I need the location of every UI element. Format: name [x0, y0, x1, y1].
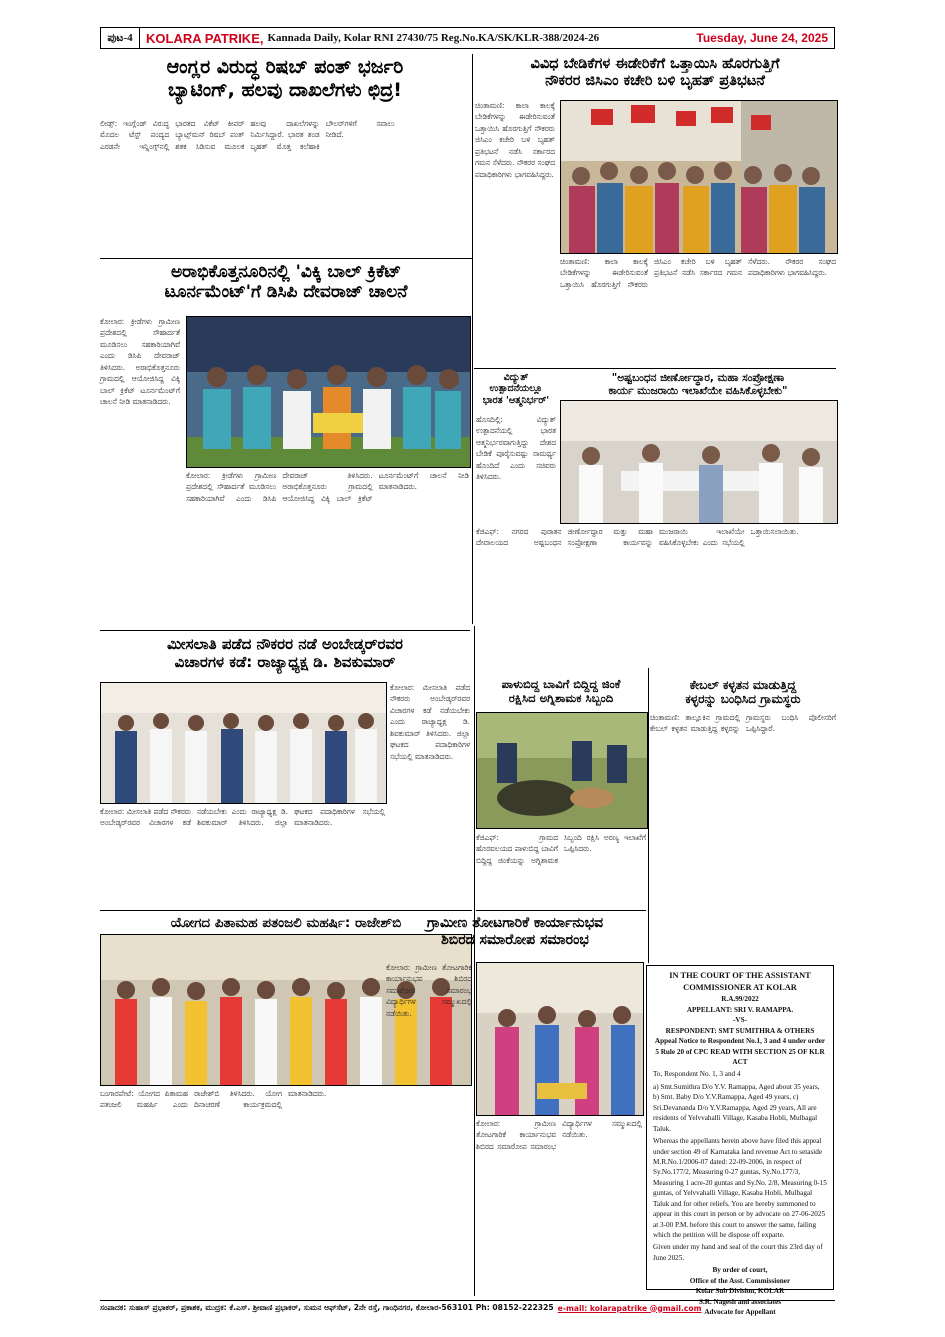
registration-info: Kannada Daily, Kolar RNI 27430/75 Reg.No.KA/SK/KLR-388/2024-26	[267, 32, 600, 44]
page-header	[100, 27, 835, 49]
article-headline-cable: ಕೇಬಲ್ ಕಳ್ಳತನ ಮಾಡುತ್ತಿದ್ದ ಕಳ್ಳರನ್ನು ಬಂಧಿಸಿದ ಗ್ರಾಮಸ್ಥರು	[685, 678, 801, 707]
article-headline-power: ವಿದ್ಯುತ್ ಉತ್ಪಾದನೆಯಲ್ಲೂ ಭಾರತ 'ಆತ್ಮನಿರ್ಭರ್'	[482, 372, 550, 406]
section-divider	[100, 910, 472, 911]
article-body-deer: ಕೆಜಿಎಫ್: ಗ್ರಾಮದ ಹೊರವಲಯದ ಪಾಳುಬಿದ್ದ ಬಾವಿಗೆ ಬಿದ್ದಿದ್ದ ಜಿಂಕೆಯನ್ನು ಅಗ್ನಿಶಾಮಕ ಸಿಬ್ಬಂದಿ ರಕ್ಷಿಸಿ ಅರಣ್ಯ ಇಲಾಖೆಗೆ ಒಪ್ಪಿಸಿದರು.	[476, 833, 646, 865]
deer-rescue-photo	[476, 712, 648, 829]
issue-date: Tuesday, June 24, 2025	[696, 31, 828, 45]
cricket-photo	[186, 316, 471, 468]
article-body-cricket: ಕೋಲಾರ: ಕ್ರೀಡೆಗಳು ಗ್ರಾಮೀಣ ಪ್ರದೇಶದಲ್ಲಿ ಸೌಹಾರ್ದತೆ ಮೂಡಿಸಲು ಸಹಕಾರಿಯಾಗಿವೆ ಎಂದು ಡಿಸಿಪಿ ದೇವರಾಜ್ ತಿಳಿಸಿದರು. ಅರಾಭಿಕೊತ್ತನೂರು ಗ್ರಾಮದಲ್ಲಿ ಆಯೋಜಿಸಿದ್ದ ವಿಕ್ಕಿ ಬಾಲ್ ಕ್ರಿಕೆಟ್ ಟೂರ್ನಮೆಂಟ್‌ಗೆ ಚಾಲನೆ ನೀಡಿ ಮಾತನಾಡಿದರು.	[100, 317, 180, 407]
section-divider	[474, 368, 836, 369]
article-headline-reservation: ಮೀಸಲಾತಿ ಪಡೆದ ನೌಕರರ ನಡೆ ಅಂಬೇಡ್ಕರ್‌ರವರ ವಿಚಾರಗಳ ಕಡೆ: ರಾಜ್ಯಾಧ್ಯಕ್ಷ ಡಿ. ಶಿವಕುಮಾರ್	[167, 635, 403, 671]
article-body-horticulture: ಕೋಲಾರ: ಗ್ರಾಮೀಣ ತೋಟಗಾರಿಕೆ ಕಾರ್ಯಾನುಭವ ಶಿಬಿರದ ಸಮಾರೋಪ ಸಮಾರಂಭ ವಿದ್ಯಾರ್ಥಿಗಳ ಸಮ್ಮುಖದಲ್ಲಿ ನಡೆಯಿತು.	[476, 1119, 642, 1151]
section-divider	[476, 910, 646, 911]
court-notice: IN THE COURT OF THE ASSISTANT COMMISSIONER AT KOLAR R.A.99/2022 APPELLANT: SRI V. RAMAPPA. -VS- RESPONDENT: SMT SUMITHRA & OTHERS Appeal Notice to Respondent No.1, 3 and 4 under order 5 Rule 20 of CPC READ WITH SECTION 25 OF KLR ACT To, Respondent No. 1, 3 and 4 a) Smt.Sumithra D/o Y.V. Ramappa, Aged about 35 years, b) Smt. Baby D/o Y.V.Ramappa, Aged 49 years, c) Sri.Devananda D/o Y.V.Ramappa, Aged 29 years, All are residents of Yelvvahalli Village, Kasaba Hobli, Mulbagal Taluk. Whereas the appellants herein above have filed this appeal under section 49 of Karnataka land revenue Act to setaside M.R.No.1/2006-07 dated: 22-09-2006, in respect of Sy.No.177/2, Measuring 0-27 guntas, Sy.No.177/3, Measuring 1 acre-20 guntas and Sy.No. 2/8, Measuring 0-15 guntas, of Yelvvahalli Village, Kasaba Hobli, Mulbagal Taluk and for other reliefs. You are hereby summoned to appear in this court in person or by advocate on 27-06-2025 at 3-00 P.M. before this court to answer the same, failing which the petition will be dispose off exparte. Given under my hand and seal of the court this 23rd day of June 2025. By order of court, Office of the Asst. Commissioner Kolar Sub Division, KOLAR S.R. Nagesh and associates Advocate for Appellant	[646, 965, 834, 1290]
meeting-photo	[560, 400, 838, 524]
section-divider	[100, 630, 470, 631]
section-divider	[100, 258, 472, 259]
article-body-power: ಹೊಸದಿಲ್ಲಿ: ವಿದ್ಯುತ್ ಉತ್ಪಾದನೆಯಲ್ಲಿ ಭಾರತ ಆತ್ಮನಿರ್ಭರವಾಗುತ್ತಿದ್ದು ದೇಶದ ಬೇಡಿಕೆ ಪೂರೈಸುವಷ್ಟು ಸಾಮರ್ಥ್ಯ ಹೊಂದಿದೆ ಎಂದು ಸಚಿವರು ತಿಳಿಸಿದರು.	[476, 415, 556, 482]
article-headline-pant: ಆಂಗ್ಲರ ವಿರುದ್ಧ ರಿಷಬ್ ಪಂತ್ ಭರ್ಜರಿ ಬ್ಯಾಟಿಂಗ್, ಹಲವು ದಾಖಲೆಗಳು ಛಿದ್ರ!	[166, 56, 404, 101]
imprint-line: ಸಂಪಾದಕ: ಸುಹಾಸ್ ಪ್ರಭಾಕರ್, ಪ್ರಕಾಶಕ, ಮುದ್ರಕ: ಕೆ.ಎಸ್. ಶ್ರೀವಾಣಿ ಪ್ರಭಾಕರ್, ಸುಮನ ಆಫ್‌ಸೆಟ್, 2ನೇ ರಸ್ತೆ, ಗಾಂಧಿನಗರ, ಕೋಲಾರ-563101 Ph: 08152-222325	[100, 1303, 554, 1312]
reservation-meeting-photo	[100, 682, 387, 804]
article-body-yoga: ಬಂಗಾರಪೇಟೆ: ಯೋಗದ ಪಿತಾಮಹ ಪತಂಜಲಿ ಮಹರ್ಷಿ ಎಂದು ರಾಜೇಶ್‌ಬಿ ತಿಳಿಸಿದರು. ಯೋಗ ದಿನಾಚರಣೆ ಕಾರ್ಯಕ್ರಮದಲ್ಲಿ ಮಾತನಾಡಿದರು.	[100, 1089, 327, 1110]
article-body-cricket-cont: ಕೋಲಾರ: ಕ್ರೀಡೆಗಳು ಗ್ರಾಮೀಣ ಪ್ರದೇಶದಲ್ಲಿ ಸೌಹಾರ್ದತೆ ಮೂಡಿಸಲು ಸಹಕಾರಿಯಾಗಿವೆ ಎಂದು ಡಿಸಿಪಿ ದೇವರಾಜ್ ತಿಳಿಸಿದರು. ಅರಾಭಿಕೊತ್ತನೂರು ಗ್ರಾಮದಲ್ಲಿ ಆಯೋಜಿಸಿದ್ದ ವಿಕ್ಕಿ ಬಾಲ್ ಕ್ರಿಕೆಟ್ ಟೂರ್ನಮೆಂಟ್‌ಗೆ ಚಾಲನೆ ನೀಡಿ ಮಾತನಾಡಿದರು.	[186, 471, 469, 503]
column-divider	[472, 54, 473, 624]
masthead: KOLARA PATRIKE,	[146, 30, 264, 46]
email-link[interactable]: e-mail: kolarapatrike @gmail.com	[557, 1303, 702, 1313]
protest-photo	[560, 100, 838, 254]
article-body-protest-cont: ಚಿಂತಾಮಣಿ: ಕಾಲಾ ಕಾಲಕ್ಕೆ ಬೇಡಿಕೆಗಳನ್ನು ಈಡೇರಿಸುವಂತೆ ಒತ್ತಾಯಿಸಿ ಹೊರಗುತ್ತಿಗೆ ನೌಕರರು ಜಿಸಿಎಂ ಕಚೇರಿ ಬಳಿ ಬೃಹತ್ ಪ್ರತಿಭಟನೆ ನಡೆಸಿ ಸರ್ಕಾರದ ಗಮನ ಸೆಳೆದರು. ನೌಕರರ ಸಂಘದ ಪದಾಧಿಕಾರಿಗಳು ಭಾಗವಹಿಸಿದ್ದರು.	[560, 257, 836, 289]
article-headline-horticulture: ಗ್ರಾಮೀಣ ತೋಟಗಾರಿಕೆ ಕಾರ್ಯಾನುಭವ ಶಿಬಿರದ ಸಮಾರೋಪ ಸಮಾರಂಭ	[426, 915, 604, 948]
article-body-temple: ಕೆಜಿಎಫ್: ನಗರದ ಪುರಾತನ ದೇವಾಲಯದ ಅಷ್ಟಬಂಧನ ಜೀರ್ಣೋದ್ಧಾರ ಮತ್ತು ಮಹಾ ಸಂಪ್ರೋಕ್ಷಣಾ ಕಾರ್ಯವನ್ನು ಮುಜರಾಯಿ ಇಲಾಖೆಯೇ ವಹಿಸಿಕೊಳ್ಳಬೇಕು ಎಂದು ಸಭೆಯಲ್ಲಿ ಒತ್ತಾಯಿಸಲಾಯಿತು.	[476, 527, 799, 548]
article-body-pant: ಲೀಡ್ಸ್: ಇಂಗ್ಲೆಂಡ್ ವಿರುದ್ಧ ಮೊದಲ ಟೆಸ್ಟ್ ಪಂದ್ಯದ ಎರಡನೇ ಇನ್ನಿಂಗ್ಸ್‌ನಲ್ಲಿ ಭಾರತದ ವಿಕೆಟ್ ಕೀಪರ್ ಬ್ಯಾಟ್ಸ್‌ಮನ್ ರಿಷಬ್ ಪಂತ್ ಶತಕ ಸಿಡಿಸುವ ಮೂಲಕ ಹಲವು ದಾಖಲೆಗಳನ್ನು ನಿರ್ಮಿಸಿದ್ದಾರೆ. ಭಾರತ ತಂಡ ಬೃಹತ್ ಮೊತ್ತ ಕಲೆಹಾಕಿ ಬೌಲರ್‌ಗಳಿಗೆ ಸವಾಲು ನೀಡಿದೆ.	[100, 119, 395, 151]
article-headline-protest: ವಿವಿಧ ಬೇಡಿಕೆಗಳ ಈಡೇರಿಕೆಗೆ ಒತ್ತಾಯಿಸಿ ಹೊರಗುತ್ತಿಗೆ ನೌಕರರ ಜಿಸಿಎಂ ಕಚೇರಿ ಬಳಿ ಬೃಹತ್ ಪ್ರತಿಭಟನೆ	[530, 56, 780, 90]
article-body-reservation-side: ಕೋಲಾರ: ಮೀಸಲಾತಿ ಪಡೆದ ನೌಕರರು ಅಂಬೇಡ್ಕರ್‌ರವರ ವಿಚಾರಗಳ ಕಡೆ ನಡೆಯಬೇಕು ಎಂದು ರಾಜ್ಯಾಧ್ಯಕ್ಷ ಡಿ. ಶಿವಕುಮಾರ್ ತಿಳಿಸಿದರು. ಜಿಲ್ಲಾ ಘಟಕದ ಪದಾಧಿಕಾರಿಗಳ ಸಭೆಯಲ್ಲಿ ಮಾತನಾಡಿದರು.	[390, 683, 470, 761]
page-footer	[100, 1300, 835, 1315]
page-number: ಪುಟ-4	[101, 28, 140, 48]
article-body-reservation: ಕೋಲಾರ: ಮೀಸಲಾತಿ ಪಡೆದ ನೌಕರರು ಅಂಬೇಡ್ಕರ್‌ರವರ ವಿಚಾರಗಳ ಕಡೆ ನಡೆಯಬೇಕು ಎಂದು ರಾಜ್ಯಾಧ್ಯಕ್ಷ ಡಿ. ಶಿವಕುಮಾರ್ ತಿಳಿಸಿದರು. ಜಿಲ್ಲಾ ಘಟಕದ ಪದಾಧಿಕಾರಿಗಳ ಸಭೆಯಲ್ಲಿ ಮಾತನಾಡಿದರು.	[100, 807, 385, 828]
article-headline-temple: "ಅಷ್ಟಬಂಧನ ಜೀರ್ಣೋದ್ಧಾರ, ಮಹಾ ಸಂಪ್ರೋಕ್ಷಣಾ ಕಾರ್ಯ ಮುಜರಾಯಿ ಇಲಾಖೆಯೇ ವಹಿಸಿಕೊಳ್ಳಬೇಕು"	[608, 372, 788, 397]
column-divider	[474, 966, 475, 1296]
column-divider	[648, 668, 649, 963]
article-body-cable: ಚಿಂತಾಮಣಿ: ತಾಲ್ಲೂಕಿನ ಗ್ರಾಮದಲ್ಲಿ ಕೇಬಲ್ ಕಳ್ಳತನ ಮಾಡುತ್ತಿದ್ದ ಕಳ್ಳರನ್ನು ಗ್ರಾಮಸ್ಥರು ಬಂಧಿಸಿ ಪೊಲೀಸರಿಗೆ ಒಪ್ಪಿಸಿದ್ದಾರೆ.	[650, 713, 836, 734]
article-body-protest: ಚಿಂತಾಮಣಿ: ಕಾಲಾ ಕಾಲಕ್ಕೆ ಬೇಡಿಕೆಗಳನ್ನು ಈಡೇರಿಸುವಂತೆ ಒತ್ತಾಯಿಸಿ ಹೊರಗುತ್ತಿಗೆ ನೌಕರರು ಜಿಸಿಎಂ ಕಚೇರಿ ಬಳಿ ಬೃಹತ್ ಪ್ರತಿಭಟನೆ ನಡೆಸಿ ಸರ್ಕಾರದ ಗಮನ ಸೆಳೆದರು. ನೌಕರರ ಸಂಘದ ಪದಾಧಿಕಾರಿಗಳು ಭಾಗವಹಿಸಿದ್ದರು.	[475, 101, 555, 179]
article-headline-deer: ಪಾಳುಬಿದ್ದ ಬಾವಿಗೆ ಬಿದ್ದಿದ್ದ ಜಿಂಕೆ ರಕ್ಷಿಸಿದ ಅಗ್ನಿಶಾಮಕ ಸಿಬ್ಬಂದಿ	[501, 677, 621, 705]
article-body-horticulture-side: ಕೋಲಾರ: ಗ್ರಾಮೀಣ ತೋಟಗಾರಿಕೆ ಕಾರ್ಯಾನುಭವ ಶಿಬಿರದ ಸಮಾರೋಪ ಸಮಾರಂಭ ವಿದ್ಯಾರ್ಥಿಗಳ ಸಮ್ಮುಖದಲ್ಲಿ ನಡೆಯಿತು.	[386, 963, 472, 1018]
article-headline-yoga: ಯೋಗದ ಪಿತಾಮಹ ಪತಂಜಲಿ ಮಹರ್ಷಿ: ರಾಜೇಶ್‌ಬಿ	[170, 915, 402, 931]
article-headline-cricket: ಅರಾಭಿಕೊತ್ತನೂರಿನಲ್ಲಿ 'ವಿಕ್ಕಿ ಬಾಲ್ ಕ್ರಿಕೆಟ್ ಟೂರ್ನಮೆಂಟ್'ಗೆ ಡಿಸಿಪಿ ದೇವರಾಜ್ ಚಾಲನೆ	[164, 262, 408, 303]
horticulture-photo	[476, 962, 644, 1116]
